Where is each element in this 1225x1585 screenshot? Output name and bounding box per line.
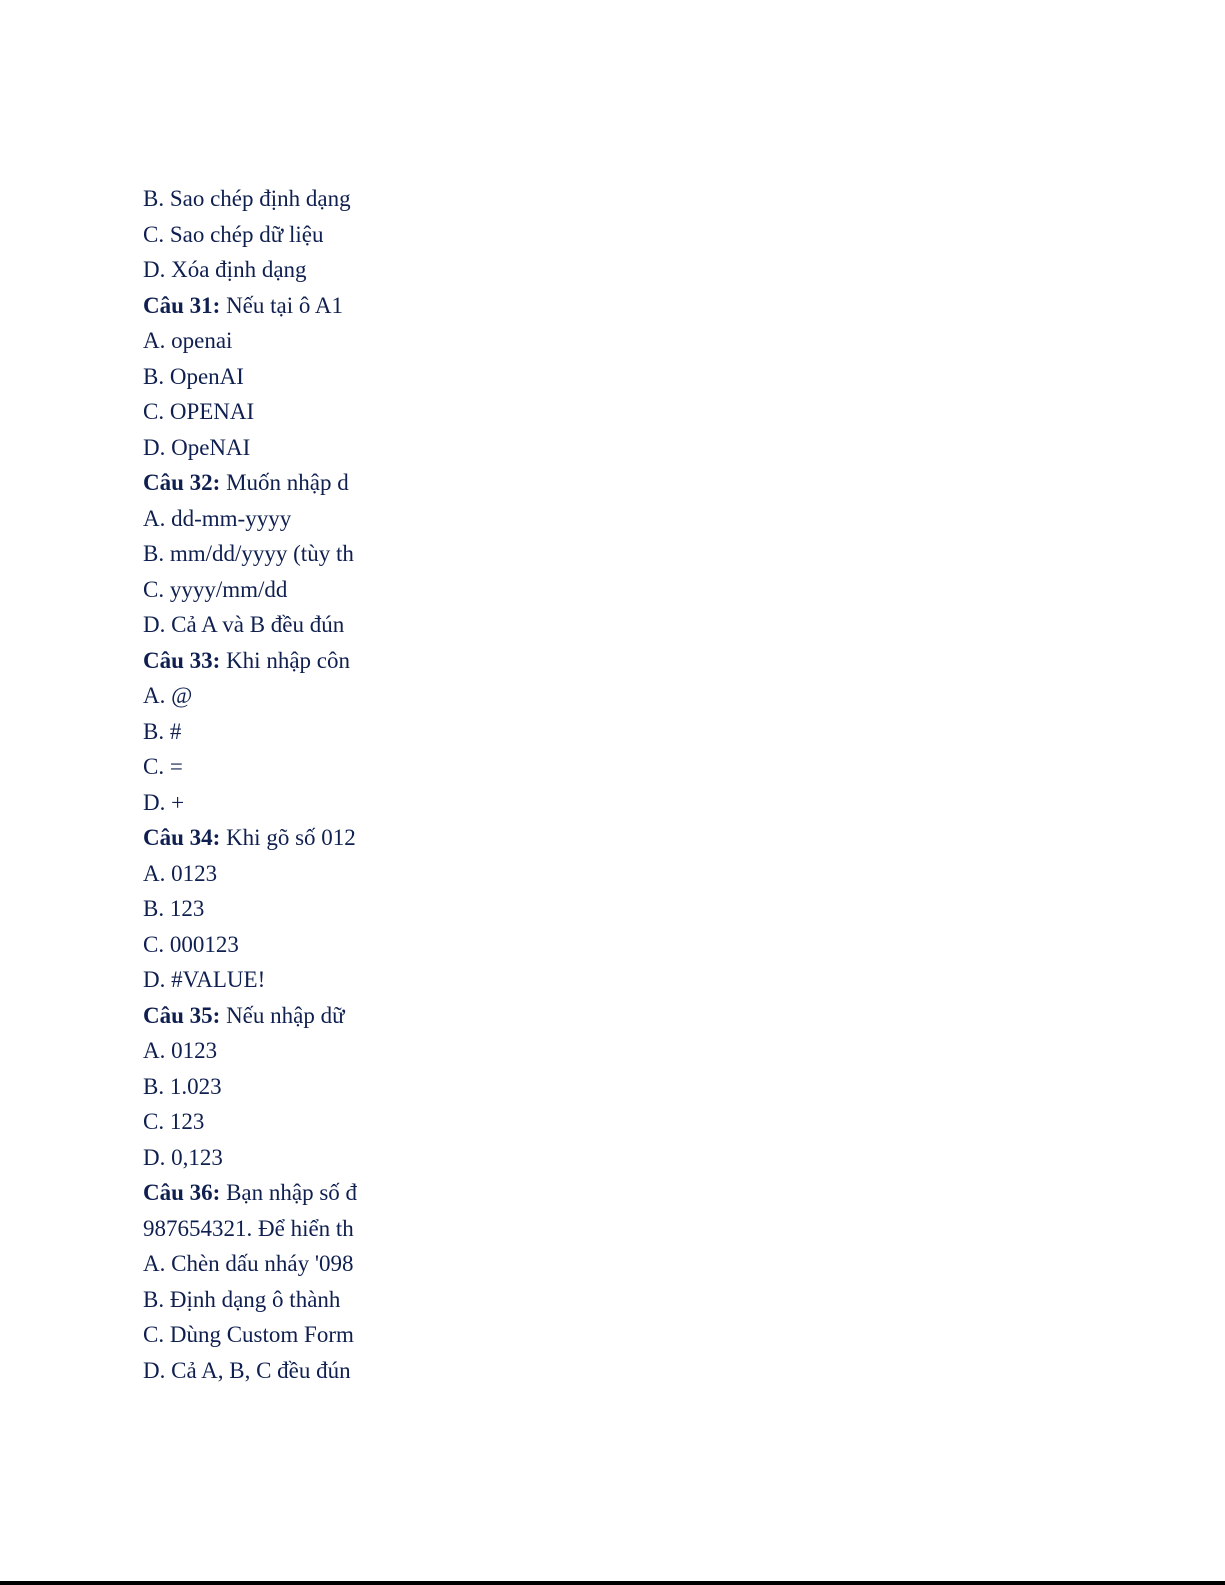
- option-line: C. 000123: [143, 931, 239, 957]
- question-text: Bạn nhập số đ: [220, 1180, 358, 1205]
- option-line: D. Cả A và B đều đún: [143, 612, 345, 637]
- option-line: C. yyyy/mm/dd: [143, 576, 288, 602]
- option-line: A. Chèn dấu nháy '098: [143, 1251, 354, 1276]
- question-text: Nếu tại ô A1: [220, 292, 343, 318]
- option-line: A. @: [143, 683, 193, 708]
- option-line: C. 123: [143, 1109, 205, 1134]
- question-line: [143, 465, 368, 501]
- option-line: A. 0123: [143, 1038, 218, 1063]
- question-number: Câu 36:: [143, 1180, 221, 1205]
- option-line: D. #VALUE!: [143, 967, 266, 992]
- question-line: [143, 998, 368, 1034]
- option-line: D. Xóa định dạng: [143, 257, 307, 282]
- option-line: B. Sao chép định dạng: [143, 186, 351, 211]
- option-line: A. dd-mm-yyyy: [143, 505, 292, 531]
- page-bottom-border: [0, 1581, 1225, 1585]
- option-line: B. Định dạng ô thành: [143, 1286, 341, 1312]
- question-text: Nếu nhập dữ: [220, 1002, 345, 1028]
- question-text: Khi gõ số 012: [220, 825, 356, 850]
- question-number: Câu 33:: [143, 647, 221, 673]
- option-line: D. +: [143, 789, 185, 815]
- question-number: Câu 32:: [143, 470, 221, 495]
- option-line: B. 123: [143, 896, 205, 921]
- option-line: D. Cả A, B, C đều đún: [143, 1357, 351, 1383]
- option-line: C. Dùng Custom Form: [143, 1322, 354, 1347]
- option-line: C. OPENAI: [143, 399, 255, 424]
- question-line: [143, 820, 368, 856]
- question-text: Khi nhập côn: [220, 647, 350, 673]
- question-number: Câu 35:: [143, 1002, 221, 1028]
- option-line: B. mm/dd/yyyy (tùy th: [143, 541, 354, 566]
- option-line: A. 0123: [143, 860, 218, 886]
- option-line: B. OpenAI: [143, 363, 244, 389]
- option-line: A. openai: [143, 328, 233, 353]
- question-continuation-line: 987654321. Để hiển th: [143, 1215, 354, 1241]
- question-number: Câu 34:: [143, 825, 221, 850]
- option-line: C. =: [143, 754, 183, 779]
- question-text: Muốn nhập d: [220, 470, 349, 495]
- question-number: Câu 31:: [143, 292, 221, 318]
- question-line: [143, 1175, 368, 1211]
- option-line: C. Sao chép dữ liệu: [143, 221, 324, 247]
- option-line: B. #: [143, 718, 182, 744]
- option-line: B. 1.023: [143, 1073, 222, 1099]
- question-line: [143, 288, 368, 324]
- document-page-content: [143, 181, 368, 1388]
- option-line: D. OpeNAI: [143, 434, 251, 460]
- option-line: D. 0,123: [143, 1144, 223, 1170]
- question-line: [143, 643, 368, 679]
